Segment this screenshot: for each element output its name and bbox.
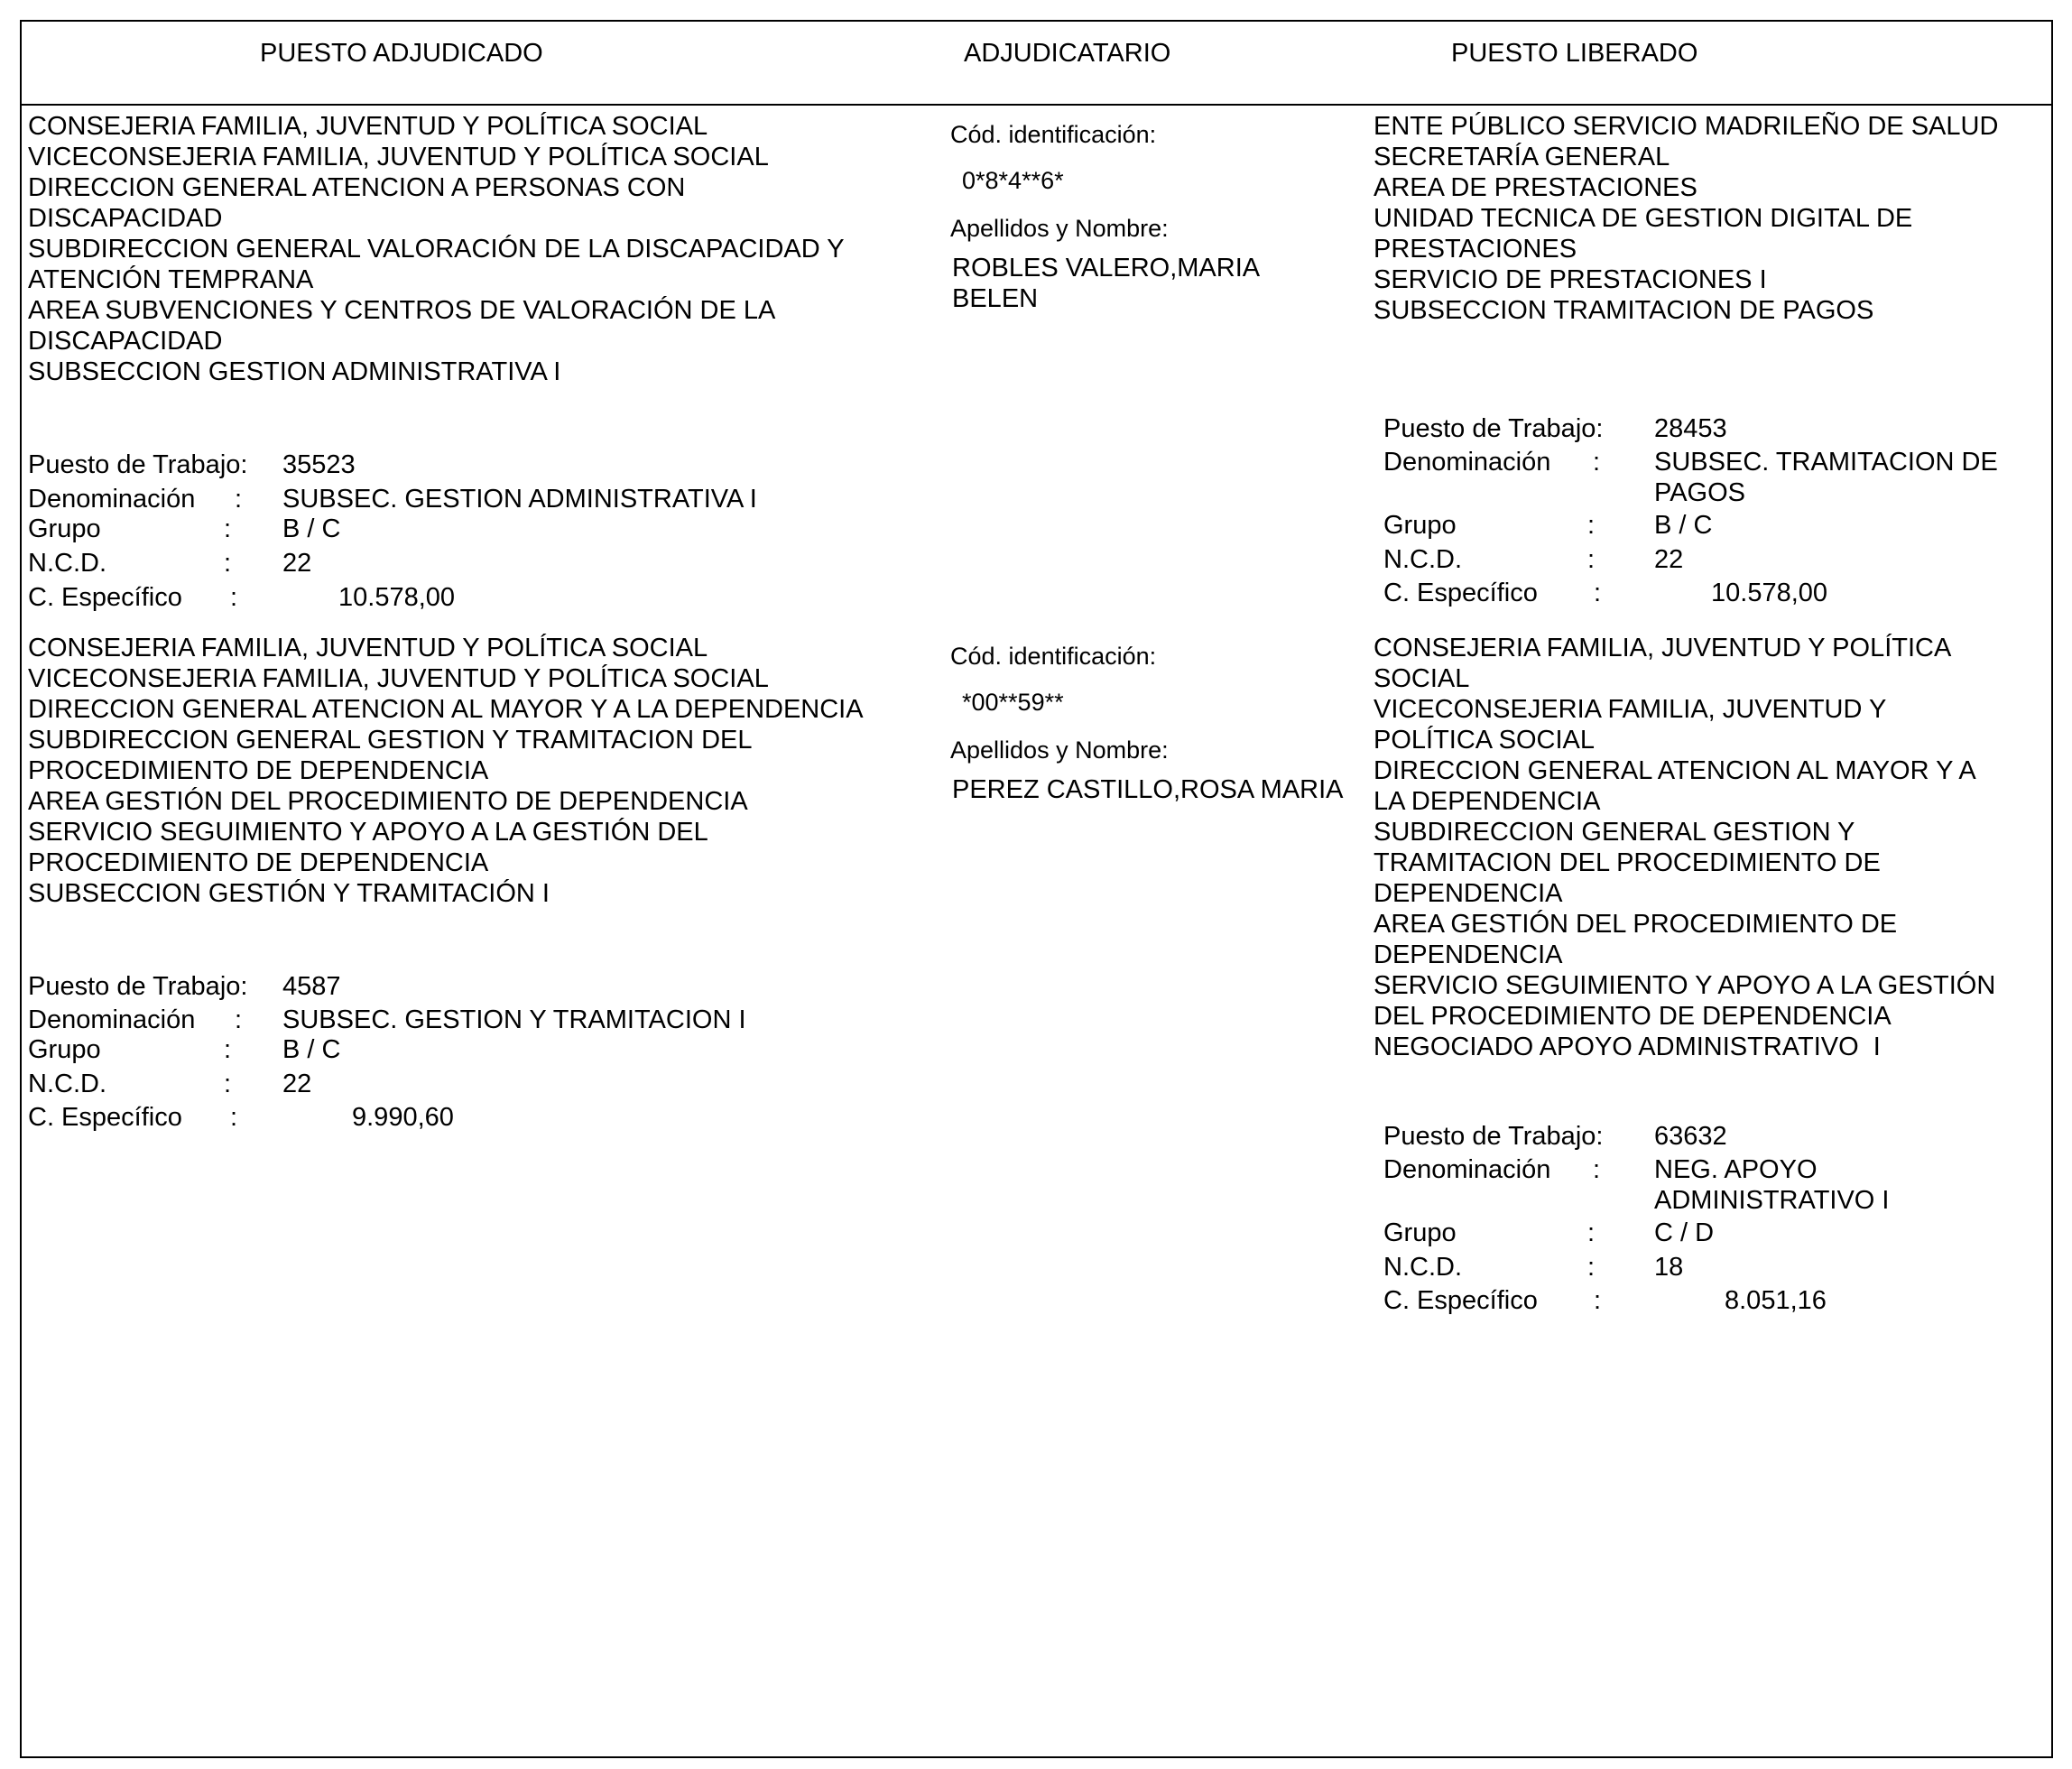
colon: : — [1587, 1218, 1596, 1247]
org-line: SUBDIRECCION GENERAL GESTION Y — [1374, 818, 1855, 847]
header-divider — [20, 104, 2053, 106]
grupo-label: Grupo — [1383, 1218, 1457, 1247]
org-line: SUBSECCION GESTIÓN Y TRAMITACIÓN I — [28, 879, 550, 908]
org-line: CONSEJERIA FAMILIA, JUVENTUD Y POLÍTICA SOCIAL — [28, 634, 708, 662]
ncd-value: 18 — [1654, 1253, 1684, 1282]
nombre-label: Apellidos y Nombre: — [950, 215, 1169, 242]
cod-label: Cód. identificación: — [950, 643, 1157, 670]
org-line: SERVICIO SEGUIMIENTO Y APOYO A LA GESTIÓN — [1374, 971, 1996, 1000]
ncd-value: 22 — [282, 549, 312, 578]
org-line: ATENCIÓN TEMPRANA — [28, 265, 314, 294]
org-line: SERVICIO SEGUIMIENTO Y APOYO A LA GESTIÓN DEL — [28, 818, 708, 847]
org-line: DIRECCION GENERAL ATENCION AL MAYOR Y A LA DEPENDENCIA — [28, 695, 864, 724]
puesto-value: 4587 — [282, 972, 341, 1001]
denominacion-value: NEG. APOYO — [1654, 1155, 1818, 1184]
puesto-label: Puesto de Trabajo: — [28, 972, 248, 1001]
denominacion-value: ADMINISTRATIVO I — [1654, 1186, 1890, 1215]
colon: : — [230, 583, 238, 612]
grupo-value: B / C — [282, 1035, 341, 1064]
especifico-label: C. Específico — [1383, 579, 1538, 607]
nombre-label: Apellidos y Nombre: — [950, 736, 1169, 764]
org-line: SECRETARÍA GENERAL — [1374, 143, 1670, 171]
colon: : — [235, 485, 243, 514]
grupo-value: B / C — [282, 514, 341, 543]
org-line: CONSEJERIA FAMILIA, JUVENTUD Y POLÍTICA — [1374, 634, 1952, 662]
colon: : — [1593, 1155, 1601, 1184]
grupo-label: Grupo — [28, 1035, 101, 1064]
denominacion-value: SUBSEC. GESTION Y TRAMITACION I — [282, 1005, 746, 1034]
grupo-value: C / D — [1654, 1218, 1715, 1247]
especifico-value: 10.578,00 — [338, 583, 456, 612]
header-puesto-liberado: PUESTO LIBERADO — [1451, 39, 1698, 68]
org-line: SUBSECCION TRAMITACION DE PAGOS — [1374, 296, 1874, 325]
org-line: DEPENDENCIA — [1374, 879, 1563, 908]
ncd-value: 22 — [282, 1070, 312, 1098]
denominacion-label: Denominación — [28, 485, 196, 514]
denominacion-value: PAGOS — [1654, 478, 1745, 507]
colon: : — [1594, 579, 1602, 607]
org-line: DEPENDENCIA — [1374, 940, 1563, 969]
especifico-label: C. Específico — [1383, 1286, 1538, 1315]
org-line: ENTE PÚBLICO SERVICIO MADRILEÑO DE SALUD — [1374, 112, 1999, 141]
org-line: UNIDAD TECNICA DE GESTION DIGITAL DE — [1374, 204, 1913, 233]
org-line: AREA SUBVENCIONES Y CENTROS DE VALORACIÓN DE LA — [28, 296, 776, 325]
org-line: VICECONSEJERIA FAMILIA, JUVENTUD Y POLÍTICA SOCIAL — [28, 143, 769, 171]
cod-label: Cód. identificación: — [950, 121, 1157, 148]
org-line: SOCIAL — [1374, 664, 1470, 693]
nombre-line: BELEN — [952, 284, 1039, 313]
org-line: TRAMITACION DEL PROCEDIMIENTO DE — [1374, 848, 1881, 877]
colon: : — [224, 514, 232, 543]
especifico-label: C. Específico — [28, 583, 182, 612]
org-line: AREA GESTIÓN DEL PROCEDIMIENTO DE DEPENDENCIA — [28, 787, 748, 816]
ncd-value: 22 — [1654, 545, 1684, 574]
grupo-value: B / C — [1654, 511, 1713, 540]
denominacion-value: SUBSEC. GESTION ADMINISTRATIVA I — [282, 485, 757, 514]
grupo-label: Grupo — [28, 514, 101, 543]
cod-value: *00**59** — [962, 689, 1064, 716]
org-line: VICECONSEJERIA FAMILIA, JUVENTUD Y — [1374, 695, 1887, 724]
org-line: CONSEJERIA FAMILIA, JUVENTUD Y POLÍTICA SOCIAL — [28, 112, 708, 141]
ncd-label: N.C.D. — [1383, 545, 1462, 574]
denominacion-label: Denominación — [1383, 448, 1551, 477]
org-line: SUBDIRECCION GENERAL GESTION Y TRAMITACION DEL — [28, 726, 753, 755]
especifico-label: C. Específico — [28, 1103, 182, 1132]
nombre-line: ROBLES VALERO,MARIA — [952, 254, 1261, 282]
org-line: LA DEPENDENCIA — [1374, 787, 1601, 816]
colon: : — [1587, 1253, 1596, 1282]
ncd-label: N.C.D. — [28, 1070, 106, 1098]
org-line: DISCAPACIDAD — [28, 327, 223, 356]
puesto-value: 63632 — [1654, 1122, 1727, 1151]
puesto-value: 35523 — [282, 450, 356, 479]
cod-value: 0*8*4**6* — [962, 167, 1064, 194]
org-line: PROCEDIMIENTO DE DEPENDENCIA — [28, 848, 489, 877]
denominacion-value: SUBSEC. TRAMITACION DE — [1654, 448, 1998, 477]
especifico-value: 9.990,60 — [352, 1103, 454, 1132]
org-line: AREA DE PRESTACIONES — [1374, 173, 1697, 202]
colon: : — [224, 1070, 232, 1098]
grupo-label: Grupo — [1383, 511, 1457, 540]
header-puesto-adjudicado: PUESTO ADJUDICADO — [260, 39, 543, 68]
colon: : — [235, 1005, 243, 1034]
org-line: PRESTACIONES — [1374, 235, 1577, 264]
org-line: SERVICIO DE PRESTACIONES I — [1374, 265, 1767, 294]
colon: : — [1587, 545, 1596, 574]
org-line: SUBDIRECCION GENERAL VALORACIÓN DE LA DISCAPACIDAD Y — [28, 235, 845, 264]
ncd-label: N.C.D. — [1383, 1253, 1462, 1282]
denominacion-label: Denominación — [1383, 1155, 1551, 1184]
org-line: PROCEDIMIENTO DE DEPENDENCIA — [28, 756, 489, 785]
org-line: DIRECCION GENERAL ATENCION A PERSONAS CON — [28, 173, 686, 202]
colon: : — [1594, 1286, 1602, 1315]
colon: : — [230, 1103, 238, 1132]
header-adjudicatario: ADJUDICATARIO — [964, 39, 1171, 68]
colon: : — [1587, 511, 1596, 540]
colon: : — [224, 1035, 232, 1064]
colon: : — [1593, 448, 1601, 477]
org-line: DISCAPACIDAD — [28, 204, 223, 233]
org-line: POLÍTICA SOCIAL — [1374, 726, 1595, 755]
puesto-label: Puesto de Trabajo: — [1383, 414, 1604, 443]
nombre-line: PEREZ CASTILLO,ROSA MARIA — [952, 775, 1344, 804]
org-line: VICECONSEJERIA FAMILIA, JUVENTUD Y POLÍTICA SOCIAL — [28, 664, 769, 693]
org-line: NEGOCIADO APOYO ADMINISTRATIVO I — [1374, 1033, 1881, 1061]
puesto-label: Puesto de Trabajo: — [1383, 1122, 1604, 1151]
ncd-label: N.C.D. — [28, 549, 106, 578]
puesto-label: Puesto de Trabajo: — [28, 450, 248, 479]
org-line: DIRECCION GENERAL ATENCION AL MAYOR Y A — [1374, 756, 1976, 785]
especifico-value: 8.051,16 — [1725, 1286, 1827, 1315]
especifico-value: 10.578,00 — [1711, 579, 1828, 607]
org-line: SUBSECCION GESTION ADMINISTRATIVA I — [28, 357, 561, 386]
puesto-value: 28453 — [1654, 414, 1727, 443]
colon: : — [224, 549, 232, 578]
org-line: DEL PROCEDIMIENTO DE DEPENDENCIA — [1374, 1002, 1892, 1031]
org-line: AREA GESTIÓN DEL PROCEDIMIENTO DE — [1374, 910, 1898, 939]
denominacion-label: Denominación — [28, 1005, 196, 1034]
